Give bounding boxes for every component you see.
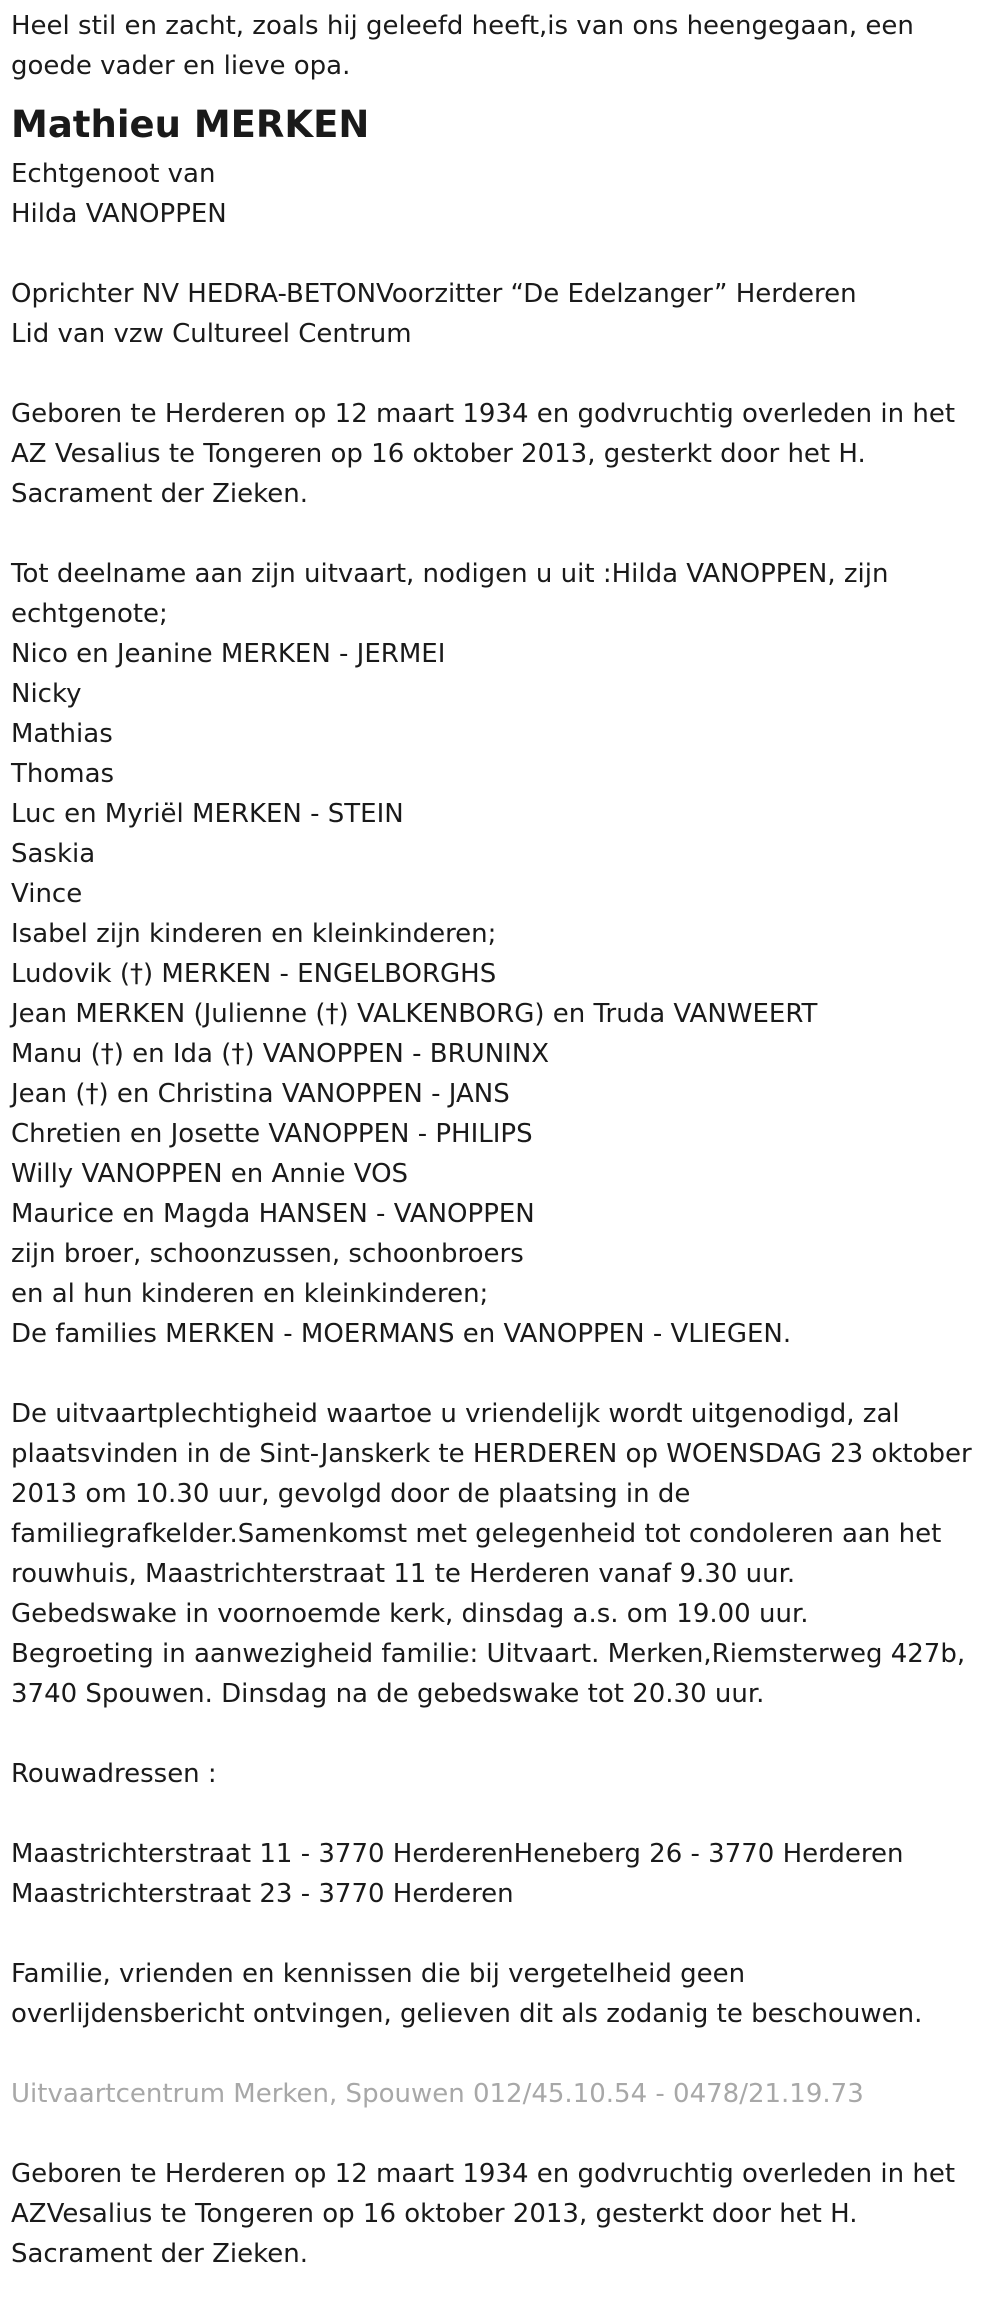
family-line: Nicky [11, 679, 82, 709]
role-line: Oprichter NV HEDRA-BETONVoorzitter “De Edelzanger” Herderen [11, 279, 857, 309]
family-line: Willy VANOPPEN en Annie VOS [11, 1159, 409, 1189]
closing-line: AZVesalius te Tongeren op 16 oktober 2013, gesterkt door het H. [11, 2199, 858, 2229]
spacer [11, 2114, 991, 2154]
role-line: Lid van vzw Cultureel Centrum [11, 319, 412, 349]
ceremony-line: familiegrafkelder.Samenkomst met gelegenheid tot condoleren aan het [11, 1519, 942, 1549]
family-line: Mathias [11, 719, 113, 749]
family-line: Saskia [11, 839, 96, 869]
birth-death-line: Sacrament der Zieken. [11, 479, 308, 509]
family-line: en al hun kinderen en kleinkinderen; [11, 1279, 489, 1309]
family-line: Jean MERKEN (Julienne (†) VALKENBORG) en Truda VANWEERT [11, 999, 818, 1029]
family-line: Vince [11, 879, 83, 909]
ceremony-line: De uitvaartplechtigheid waartoe u vriendelijk wordt uitgenodigd, zal [11, 1399, 900, 1429]
addresses-block [11, 1834, 991, 1914]
birth-death-paragraph [11, 394, 991, 514]
spacer [11, 234, 991, 274]
family-line: Luc en Myriël MERKEN - STEIN [11, 799, 404, 829]
intro-line: goede vader en lieve opa. [11, 51, 351, 81]
intro-paragraph [11, 6, 991, 86]
family-line: Manu (†) en Ida (†) VANOPPEN - BRUNINX [11, 1039, 550, 1069]
spacer [11, 514, 991, 554]
family-line: Nico en Jeanine MERKEN - JERMEI [11, 639, 446, 669]
note-line: Familie, vrienden en kennissen die bij vergetelheid geen [11, 1959, 746, 1989]
family-line: zijn broer, schoonzussen, schoonbroers [11, 1239, 524, 1269]
family-line: Jean (†) en Christina VANOPPEN - JANS [11, 1079, 510, 1109]
ceremony-line: Gebedswake in voornoemde kerk, dinsdag a.s. om 19.00 uur. [11, 1599, 809, 1629]
family-line: Ludovik (†) MERKEN - ENGELBORGHS [11, 959, 497, 989]
spacer [11, 1794, 991, 1834]
family-line: Thomas [11, 759, 115, 789]
spacer [11, 2034, 991, 2074]
spacer [11, 1714, 991, 1754]
ceremony-line: rouwhuis, Maastrichterstraat 11 te Herderen vanaf 9.30 uur. [11, 1559, 796, 1589]
funeral-home-line: Uitvaartcentrum Merken, Spouwen 012/45.10.54 - 0478/21.19.73 [11, 2079, 864, 2109]
ceremony-line: plaatsvinden in de Sint-Janskerk te HERDEREN op WOENSDAG 23 oktober [11, 1439, 972, 1469]
spacer [11, 1354, 991, 1394]
spacer [11, 354, 991, 394]
family-line: De families MERKEN - MOERMANS en VANOPPEN - VLIEGEN. [11, 1319, 792, 1349]
family-line: Isabel zijn kinderen en kleinkinderen; [11, 919, 497, 949]
address-line: Maastrichterstraat 23 - 3770 Herderen [11, 1879, 514, 1909]
birth-death-line: Geboren te Herderen op 12 maart 1934 en godvruchtig overleden in het [11, 399, 956, 429]
ceremony-paragraph [11, 1394, 991, 1714]
ceremony-line: 2013 om 10.30 uur, gevolgd door de plaatsing in de [11, 1479, 691, 1509]
obituary-document [11, 6, 991, 2274]
spacer [11, 1914, 991, 1954]
birth-death-line: AZ Vesalius te Tongeren op 16 oktober 2013, gesterkt door het H. [11, 439, 866, 469]
family-line: Tot deelname aan zijn uitvaart, nodigen u uit :Hilda VANOPPEN, zijn [11, 559, 889, 589]
ceremony-line: Begroeting in aanwezigheid familie: Uitvaart. Merken,Riemsterweg 427b, [11, 1639, 966, 1669]
note-paragraph [11, 1954, 991, 2034]
spouse-block [11, 154, 991, 234]
note-line: overlijdensbericht ontvingen, gelieven dit als zodanig te beschouwen. [11, 1999, 923, 2029]
family-line: echtgenote; [11, 599, 168, 629]
family-line: Chretien en Josette VANOPPEN - PHILIPS [11, 1119, 533, 1149]
spouse-line: Hilda VANOPPEN [11, 199, 227, 229]
spouse-line: Echtgenoot van [11, 159, 216, 189]
closing-line: Sacrament der Zieken. [11, 2239, 308, 2269]
roles-block [11, 274, 991, 354]
addresses-heading: Rouwadressen : [11, 1759, 217, 1789]
closing-line: Geboren te Herderen op 12 maart 1934 en godvruchtig overleden in het [11, 2159, 956, 2189]
family-line: Maurice en Magda HANSEN - VANOPPEN [11, 1199, 535, 1229]
address-line: Maastrichterstraat 11 - 3770 HerderenHeneberg 26 - 3770 Herderen [11, 1839, 904, 1869]
closing-paragraph [11, 2154, 991, 2274]
ceremony-line: 3740 Spouwen. Dinsdag na de gebedswake tot 20.30 uur. [11, 1679, 765, 1709]
deceased-name: Mathieu MERKEN [11, 103, 370, 146]
intro-line: Heel stil en zacht, zoals hij geleefd heeft,is van ons heengegaan, een [11, 11, 914, 41]
family-list [11, 554, 991, 1354]
